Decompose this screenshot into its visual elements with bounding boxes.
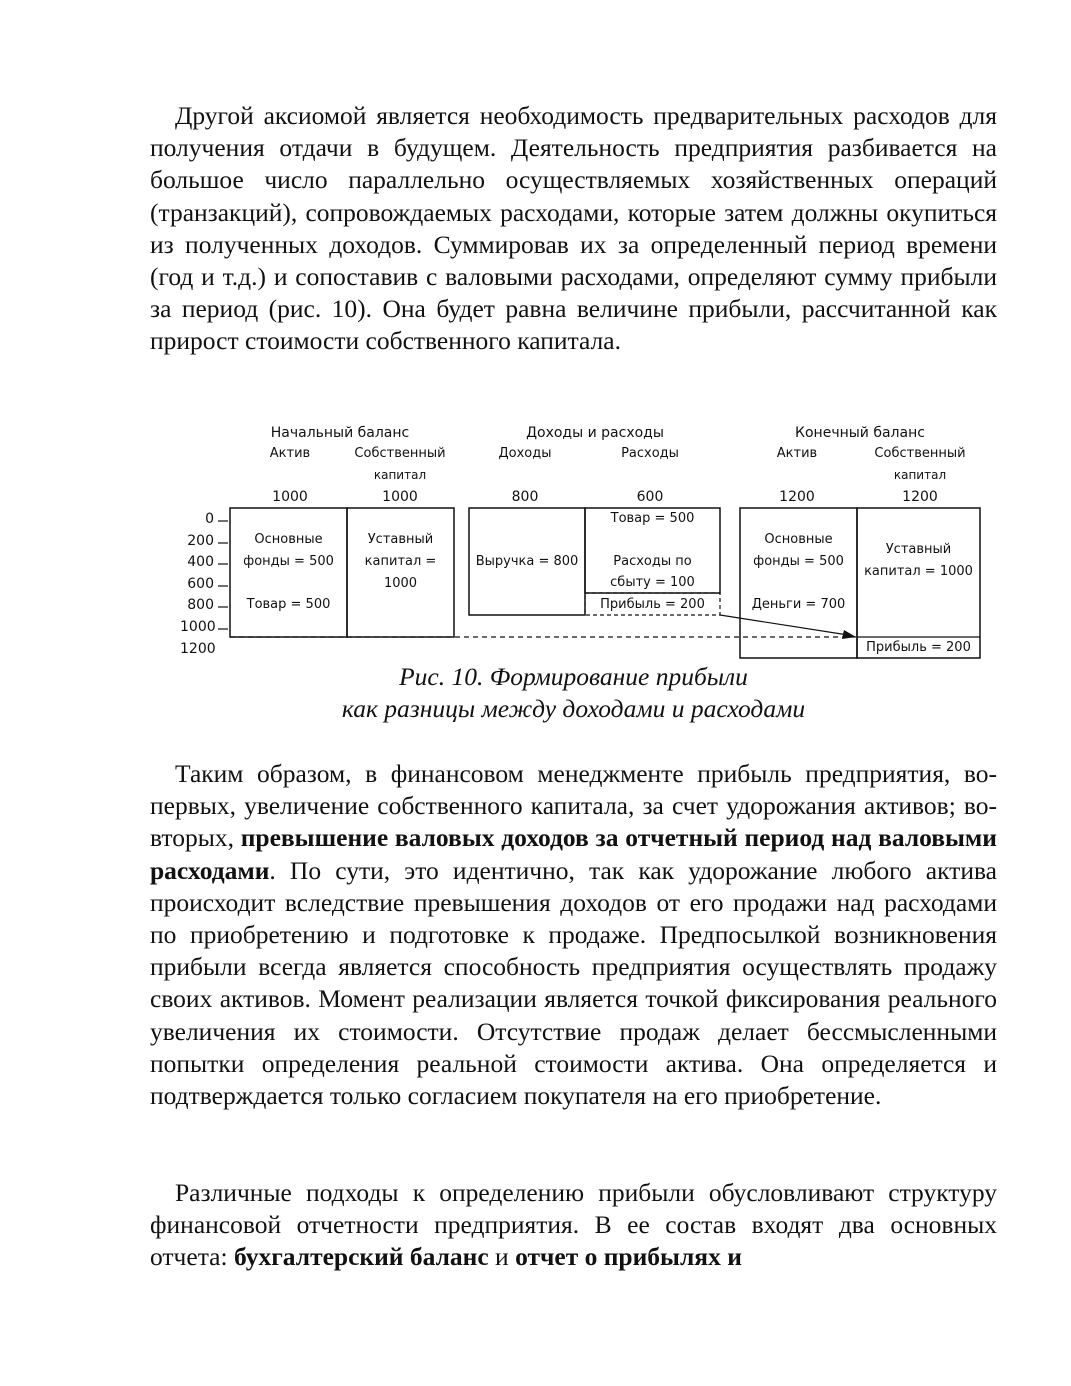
- cell-end-profit: Прибыль = 200: [866, 640, 971, 655]
- cell-start-goods: Товар = 500: [246, 597, 331, 612]
- col-income: Доходы: [498, 446, 552, 461]
- total-income: 800: [511, 489, 539, 505]
- paragraph-text: и: [488, 1242, 516, 1272]
- total-start-aktiv: 1000: [272, 489, 308, 505]
- total-start-sk: 1000: [382, 489, 418, 505]
- section-start-balance: Начальный баланс: [270, 425, 410, 441]
- paragraph-bold-text: превышение валовых доходов за отчетный период над валовыми расходами: [150, 823, 997, 885]
- scale-label: 0: [205, 511, 214, 527]
- cell-start-fixed-2: фонды = 500: [243, 554, 334, 569]
- caption-line-2: как разницы между доходами и расходами: [341, 694, 806, 723]
- cell-exp-sales-2: сбыту = 100: [610, 575, 695, 590]
- scale-label: 1200: [180, 641, 216, 657]
- cell-end-money: Деньги = 700: [751, 597, 846, 612]
- scale-label: 400: [187, 554, 214, 570]
- cell-end-capital-1: Уставный: [885, 542, 952, 557]
- caption-line-1: Рис. 10. Формирование прибыли: [399, 662, 748, 691]
- cell-revenue: Выручка = 800: [475, 554, 579, 569]
- cell-end-fixed-2: фонды = 500: [753, 554, 844, 569]
- cell-end-capital-2: капитал = 1000: [864, 564, 973, 579]
- scale-label: 800: [187, 597, 214, 613]
- cell-end-fixed-1: Основные: [764, 532, 833, 547]
- total-end-sk: 1200: [902, 489, 938, 505]
- col-start-aktiv: Актив: [269, 446, 311, 461]
- scale-label: 200: [187, 533, 214, 549]
- cell-start-capital-2: капитал =: [364, 554, 437, 569]
- section-income-expenses: Доходы и расходы: [526, 425, 664, 441]
- paragraph-text: . По сути, это идентично, так как удорожание любого актива происходит вследствие превышения доходов от его продажи над расходами по приобретению и подготовке к продаже. Предпосылкой возникновения прибыли всегда является способность предприятия осуществлять продажу своих активов. Момент реализации является точкой фиксирования реального увеличения их стоимости. Отсутствие продаж делает бессмысленными попытки определения реальной стоимости актива. Она определяется и подтверждается только согласием покупателя на его приобретение.: [150, 855, 997, 1111]
- total-end-aktiv: 1200: [779, 489, 815, 505]
- cell-exp-goods: Товар = 500: [610, 511, 695, 526]
- cell-exp-sales-1: Расходы по: [613, 554, 692, 569]
- figure-caption: [150, 661, 997, 725]
- scale-label: 1000: [180, 619, 216, 635]
- col-expenses: Расходы: [621, 446, 679, 461]
- col-end-sk-1: Собственный: [874, 446, 966, 461]
- paragraph-profit-definition: [150, 758, 997, 1112]
- paragraph-reporting: [150, 1177, 997, 1274]
- cell-start-fixed-1: Основные: [254, 532, 323, 547]
- cell-start-capital-1: Уставный: [367, 532, 434, 547]
- paragraph-bold-text: отчет о прибылях и: [515, 1242, 742, 1272]
- col-end-aktiv: Актив: [776, 446, 818, 461]
- paragraph-text: Таким образом, в финансовом менеджменте прибыль предприятия, во-первых, увеличение собственного капитала, за счет удорожания активов; во-вторых,: [150, 759, 997, 853]
- section-end-balance: Конечный баланс: [795, 425, 925, 441]
- paragraph-text: Различные подходы к определению прибыли обусловливают структуру финансовой отчетности предприятия. В ее состав входят два основных отчета:: [150, 1178, 997, 1272]
- col-end-sk-2: капитал: [893, 468, 947, 482]
- cell-start-capital-3: 1000: [383, 576, 418, 591]
- scale-label: 600: [187, 576, 214, 592]
- total-expenses: 600: [636, 489, 664, 505]
- paragraph-axiom: Другой аксиомой является необходимость предварительных расходов для получения отдачи в будущем. Деятельность предприятия разбивается на большое число параллельно осуществляемых хозяйственных операций (транзакций), сопровождаемых расходами, которые затем должны окупиться из полученных доходов. Суммировав их за определенный период времени (год и т.д.) и сопоставив с валовыми расходами, определяют сумму прибыли за период (рис. 10). Она будет равна величине прибыли, рассчитанной как прирост стоимости собственного капитала.: [150, 101, 997, 356]
- paragraph-bold-text: бухгалтерский баланс: [233, 1242, 489, 1272]
- cell-exp-profit: Прибыль = 200: [600, 597, 705, 612]
- col-start-sk-1: Собственный: [354, 446, 446, 461]
- figure-profit-formation: [180, 423, 1000, 663]
- col-start-sk-2: капитал: [373, 468, 427, 482]
